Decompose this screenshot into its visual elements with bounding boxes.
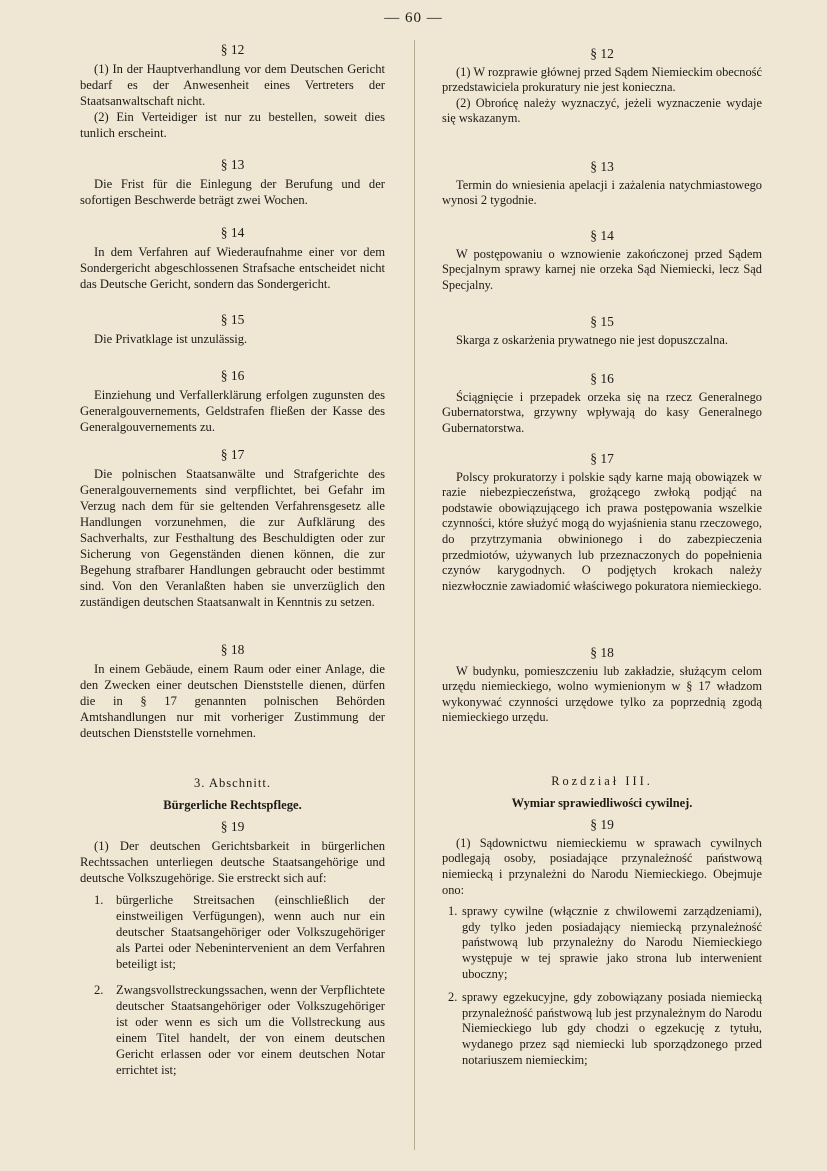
section-heading: § 13 bbox=[590, 159, 614, 174]
section-13-pl bbox=[442, 159, 762, 209]
paragraph: (2) Obrońcę należy wyznaczyć, jeżeli wyznaczenie wydaje się wskazanym. bbox=[442, 95, 762, 126]
paragraph: (1) W rozprawie głównej przed Sądem Niemieckim obecność przedstawiciela prokuratury nie jest konieczna. bbox=[442, 64, 762, 95]
section-16-de bbox=[80, 368, 385, 435]
section-12-de bbox=[80, 42, 385, 141]
item-number: 2. bbox=[448, 990, 458, 1005]
item-number: 1. bbox=[448, 904, 458, 919]
section-17-de bbox=[80, 447, 385, 610]
list-item bbox=[448, 990, 762, 1068]
item-text: sprawy egzekucyjne, gdy zobowiązany posiada niemiecką przynależność państwową lub jest przynależnym do Narodu Niemieckiego lub gdy chodzi o egzekucję z tytułu, wydanego przez sąd niemiecki lub sporządzonego przed notariuszem niemieckim; bbox=[462, 990, 762, 1067]
section-heading: § 19 bbox=[220, 819, 245, 834]
section-heading: § 13 bbox=[220, 157, 245, 172]
section-heading: § 18 bbox=[220, 642, 245, 657]
paragraph: Die polnischen Staatsanwälte und Strafgerichte des Generalgouvernements sind verpflichtet, bei Gefahr im Verzug nach dem für sie geltenden Verfahrensgesetz alle Handlungen vorzunehmen, die zur Aufklärung des Sachverhalts, zur Festhaltung des Beschuldigten oder zur Sicherung von Gegenständen dienen können, die zur Begehung strafbarer Handlungen gebraucht oder bestimmt sind. Von den Veranlaßten haben sie unverzüglich den zuständigen deutschen Staatsanwalt in Kenntnis zu setzen. bbox=[80, 467, 385, 609]
chapter-heading: 3. Abschnitt. bbox=[193, 776, 272, 790]
item-number: 1. bbox=[94, 893, 104, 907]
paragraph: Polscy prokuratorzy i polskie sądy karne mają obowiązek w razie niebezpieczeństwa, grożącego zwłoką podjąć na podstawie obowiązującego ich prawa postępowania wszelkie czynności, które służyć mogą do wyjaśnienia stanu rzeczowego, do przytrzymania obwinionego i do zabezpieczenia przedmiotów, używanych lub przeznaczonych do popełnienia czynów karygodnych. O podjętych krokach należy niezwłocznie zawiadomić właściwego pokuratora niemieckiego. bbox=[442, 469, 762, 593]
paragraph: W postępowaniu o wznowienie zakończonej przed Sądem Specjalnym sprawy karnej nie orzeka Sąd Niemiecki, lecz Sąd Specjalny. bbox=[442, 246, 762, 292]
section-14-pl bbox=[442, 228, 762, 293]
section-heading: § 16 bbox=[220, 368, 245, 383]
chapter-title: Bürgerliche Rechtspflege. bbox=[163, 798, 302, 812]
paragraph: In einem Gebäude, einem Raum oder einer Anlage, die den Zwecken einer deutschen Dienststelle dienen, dürfen die in § 17 genannten polnischen Behörden Amtshandlungen nur mit vorheriger Zustimmung der deutschen Dienststelle vornehmen. bbox=[80, 662, 385, 740]
list-item bbox=[448, 904, 762, 982]
item-list bbox=[442, 904, 762, 1068]
paragraph: (1) Der deutschen Gerichtsbarkeit in bürgerlichen Rechtssachen unterliegen deutsche Staatsangehörige und deutsche Volkszugehörige. Sie erstreckt sich auf: bbox=[80, 839, 385, 885]
paragraph: Skarga z oskarżenia prywatnego nie jest dopuszczalna. bbox=[456, 332, 728, 347]
paragraph: W budynku, pomieszczeniu lub zakładzie, służącym celom urzędu niemieckiego, wolno wymienionym w § 17 władzom wykonywać czynności urzędowe tylko za poprzednią zgodą niemieckiego urzędu. bbox=[442, 663, 762, 725]
section-heading: § 14 bbox=[590, 228, 614, 243]
column-divider bbox=[414, 40, 415, 1150]
section-15-de bbox=[80, 312, 385, 347]
item-list bbox=[80, 892, 385, 1078]
item-text: Zwangsvollstreckungssachen, wenn der Verpflichtete deutscher Staatsangehöriger oder Volkszugehöriger ist oder wenn es sich um die Vollstreckung aus einem Titel handelt, der von einem deutschen Gericht erlassen oder vor einem deutschen Notar errichtet ist; bbox=[116, 983, 385, 1077]
section-heading: § 17 bbox=[220, 447, 245, 462]
section-15-pl bbox=[442, 314, 762, 348]
section-heading: § 19 bbox=[590, 817, 614, 833]
item-text: bürgerliche Streitsachen (einschließlich der einstweiligen Verfügungen), wenn auch nur ein deutscher Staatsangehöriger oder Volkszugehöriger als Partei oder Nebenintervenient an dem Verfahren beteiligt ist; bbox=[116, 893, 385, 971]
section-heading: § 15 bbox=[220, 312, 245, 327]
section-12-pl bbox=[442, 46, 762, 127]
list-item bbox=[94, 892, 385, 972]
paragraph: In dem Verfahren auf Wiederaufnahme einer vor dem Sondergericht abgeschlossenen Strafsache entscheidet nicht das Deutsche Gericht, sondern das Sondergericht. bbox=[80, 245, 385, 291]
paragraph: Ściągnięcie i przepadek orzeka się na rzecz Generalnego Gubernatorstwa, grzywny wpływają do kasy Generalnego Gubernatorstwa. bbox=[442, 389, 762, 435]
section-18-pl bbox=[442, 645, 762, 726]
section-heading: § 15 bbox=[590, 314, 614, 329]
list-item bbox=[94, 982, 385, 1078]
section-17-pl bbox=[442, 451, 762, 594]
chapter-3-de bbox=[80, 775, 385, 1088]
section-18-de bbox=[80, 642, 385, 741]
item-text: sprawy cywilne (włącznie z chwilowemi zarządzeniami), gdy tylko jeden posiadający niemiecką przynależność państwową lub przynależny do Narodu Niemieckiego występuje w tej sprawie jako strona lub interwenient uboczny; bbox=[462, 904, 762, 981]
section-heading: § 18 bbox=[590, 645, 614, 660]
section-heading: § 16 bbox=[590, 371, 614, 386]
paragraph: (1) Sądownictwu niemieckiemu w sprawach cywilnych podlegają osoby, posiadające przynależność państwową niemiecką i przynależni do Narodu Niemieckiego. Obejmuje ono: bbox=[442, 835, 762, 897]
chapter-heading: Rozdział III. bbox=[551, 774, 653, 788]
paragraph: Die Frist für die Einlegung der Berufung und der sofortigen Beschwerde beträgt zwei Wochen. bbox=[80, 177, 385, 207]
section-14-de bbox=[80, 225, 385, 292]
item-number: 2. bbox=[94, 983, 104, 997]
section-heading: § 12 bbox=[220, 42, 245, 57]
paragraph: (2) Ein Verteidiger ist nur zu bestellen, soweit dies tunlich erscheint. bbox=[80, 110, 385, 140]
section-heading: § 14 bbox=[220, 225, 245, 240]
section-13-de bbox=[80, 157, 385, 208]
chapter-3-pl bbox=[442, 774, 762, 1076]
section-heading: § 17 bbox=[590, 451, 614, 466]
section-16-pl bbox=[442, 371, 762, 436]
paragraph: Termin do wniesienia apelacji i zażalenia natychmiastowego wynosi 2 tygodnie. bbox=[442, 177, 762, 208]
section-heading: § 12 bbox=[590, 46, 614, 61]
chapter-title: Wymiar sprawiedliwości cywilnej. bbox=[511, 795, 693, 810]
paragraph: Die Privatklage ist unzulässig. bbox=[94, 332, 248, 346]
paragraph: Einziehung und Verfallerklärung erfolgen zugunsten des Generalgouvernements, Geldstrafen fließen der Kasse des Generalgouvernements zu. bbox=[80, 388, 385, 434]
page-number: — 60 — bbox=[384, 10, 443, 26]
paragraph: (1) In der Hauptverhandlung vor dem Deutschen Gericht bedarf es der Anwesenheit eines Vertreters der Staatsanwaltschaft nicht. bbox=[80, 62, 385, 108]
